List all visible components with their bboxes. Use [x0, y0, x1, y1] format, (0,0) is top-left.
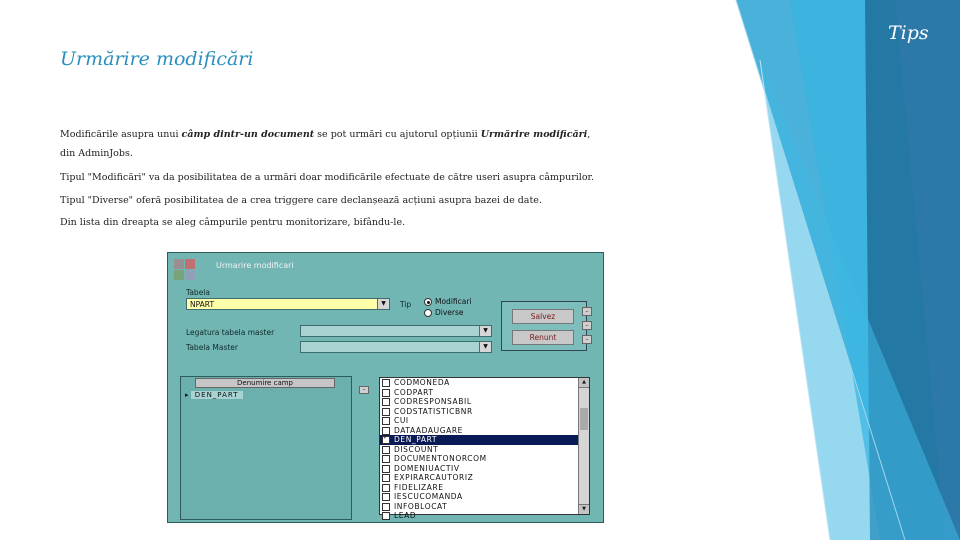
- tips-label: Tips: [888, 22, 929, 44]
- app-logo-icon: [174, 259, 196, 281]
- checkbox[interactable]: [382, 436, 390, 444]
- scroll-thumb[interactable]: [580, 408, 588, 430]
- list-item-label: FIDELIZARE: [394, 482, 444, 492]
- checkbox[interactable]: [382, 417, 390, 425]
- checkbox[interactable]: [382, 503, 390, 511]
- radio-diverse-label: Diverse: [435, 308, 464, 317]
- list-item[interactable]: [380, 426, 589, 436]
- list-item-label: CODSTATISTICBNR: [394, 406, 473, 416]
- vertical-scrollbar[interactable]: [578, 378, 589, 514]
- grid-header: Denumire camp: [195, 378, 335, 388]
- paragraph-3: Tipul "Diverse" oferă posibilitatea de a crea triggere care declanșează acțiuni asupra bazei de date.: [60, 195, 542, 206]
- grid-row-value: DEN_PART: [191, 391, 243, 399]
- list-item-label: CUI: [394, 416, 409, 425]
- salvez-button[interactable]: Salvez: [512, 309, 574, 324]
- fields-checklist[interactable]: [379, 377, 590, 520]
- selected-fields-grid[interactable]: [180, 376, 352, 520]
- list-item[interactable]: [380, 388, 589, 398]
- list-item-label: IESCUCOMANDA: [394, 492, 463, 501]
- list-item-label: EXPIRARCAUTORIZ: [394, 473, 474, 482]
- radio-modificari[interactable]: [424, 297, 472, 306]
- p1-bold-field: câmp dintr-un document: [181, 129, 315, 140]
- list-item[interactable]: [380, 492, 589, 502]
- slide-title: Urmărire modificări: [60, 48, 254, 70]
- list-item[interactable]: [380, 416, 589, 426]
- checkbox[interactable]: [382, 455, 390, 463]
- legatura-label: Legatura tabela master: [186, 328, 275, 337]
- list-item-label: DEN_PART: [394, 435, 438, 444]
- checkbox[interactable]: [382, 446, 390, 454]
- list-item-label: INFOBLOCAT: [394, 501, 448, 511]
- window-title: Urmarire modificari: [216, 261, 294, 270]
- action-buttons-panel: [501, 301, 587, 351]
- list-item[interactable]: [380, 454, 589, 464]
- checkbox[interactable]: [382, 398, 390, 406]
- paragraph-4: Din lista din dreapta se aleg câmpurile pentru monitorizare, bifându-le.: [60, 217, 406, 228]
- legatura-select[interactable]: [300, 325, 492, 337]
- checkbox[interactable]: [382, 512, 390, 520]
- radio-unselected-icon[interactable]: [424, 309, 432, 317]
- checkbox[interactable]: [382, 379, 390, 387]
- list-item-label: DATAADAUGARE: [394, 425, 464, 435]
- paragraph-1: [60, 128, 760, 142]
- list-item-label: CODMONEDA: [394, 378, 450, 387]
- list-item-label: LEAD: [394, 511, 417, 520]
- list-item-label: DOMENIUACTIV: [394, 463, 460, 473]
- tip-label: Tip: [400, 300, 412, 309]
- p1-text-mid: se pot urmări cu ajutorul opțiunii: [314, 129, 481, 140]
- checkbox[interactable]: [382, 474, 390, 482]
- chevron-down-icon[interactable]: ▼: [479, 326, 491, 336]
- radio-diverse[interactable]: [424, 308, 464, 317]
- scroll-down-icon[interactable]: ▼: [579, 504, 589, 514]
- urmarire-modificari-window: [167, 252, 604, 523]
- minus-icon[interactable]: –: [582, 335, 592, 344]
- list-item[interactable]: [380, 435, 589, 445]
- list-item-label: CODRESPONSABIL: [394, 397, 472, 406]
- list-item[interactable]: [380, 407, 589, 417]
- minus-icon[interactable]: –: [359, 386, 369, 394]
- checkbox[interactable]: [382, 389, 390, 397]
- list-item-label: DOCUMENTONORCOM: [394, 454, 487, 463]
- tabela-label: Tabela: [186, 288, 210, 297]
- list-item[interactable]: [380, 483, 589, 493]
- list-item[interactable]: [380, 502, 589, 512]
- list-item[interactable]: [380, 397, 589, 407]
- radio-selected-icon[interactable]: [424, 298, 432, 306]
- chevron-down-icon[interactable]: ▼: [377, 299, 389, 309]
- checkbox[interactable]: [382, 465, 390, 473]
- list-item[interactable]: [380, 511, 589, 521]
- p1-text-start: Modificările asupra unui: [60, 129, 182, 140]
- tabela-master-select[interactable]: [300, 341, 492, 353]
- list-item[interactable]: [380, 445, 589, 455]
- p1-text-end: ,: [587, 129, 591, 140]
- table-row[interactable]: ▸ DEN_PART: [185, 391, 345, 401]
- radio-modificari-label: Modificari: [435, 297, 472, 306]
- renunt-button[interactable]: Renunt: [512, 330, 574, 345]
- checkbox[interactable]: [382, 484, 390, 492]
- list-item-label: CODPART: [394, 387, 434, 397]
- list-item[interactable]: [380, 378, 589, 388]
- paragraph-2: Tipul "Modificări" va da posibilitatea de a urmări doar modificările efectuate de către useri asupra câmpurilor.: [60, 172, 595, 183]
- p1-bold-option: Urmărire modificări: [480, 129, 588, 140]
- checkbox[interactable]: [382, 493, 390, 501]
- list-item[interactable]: [380, 464, 589, 474]
- list-item-label: DISCOUNT: [394, 444, 439, 454]
- tabela-select-value: NPART: [190, 300, 215, 309]
- paragraph-1-line-2: din AdminJobs.: [60, 148, 133, 159]
- fields-checklist-items: [380, 378, 589, 521]
- chevron-down-icon[interactable]: ▼: [479, 342, 491, 352]
- checkbox[interactable]: [382, 408, 390, 416]
- scroll-up-icon[interactable]: ▲: [579, 378, 589, 388]
- minus-icon[interactable]: –: [582, 321, 592, 330]
- tabela-select[interactable]: [186, 298, 390, 310]
- minus-icon[interactable]: –: [582, 307, 592, 316]
- list-item[interactable]: [380, 473, 589, 483]
- tabela-master-label: Tabela Master: [186, 343, 238, 352]
